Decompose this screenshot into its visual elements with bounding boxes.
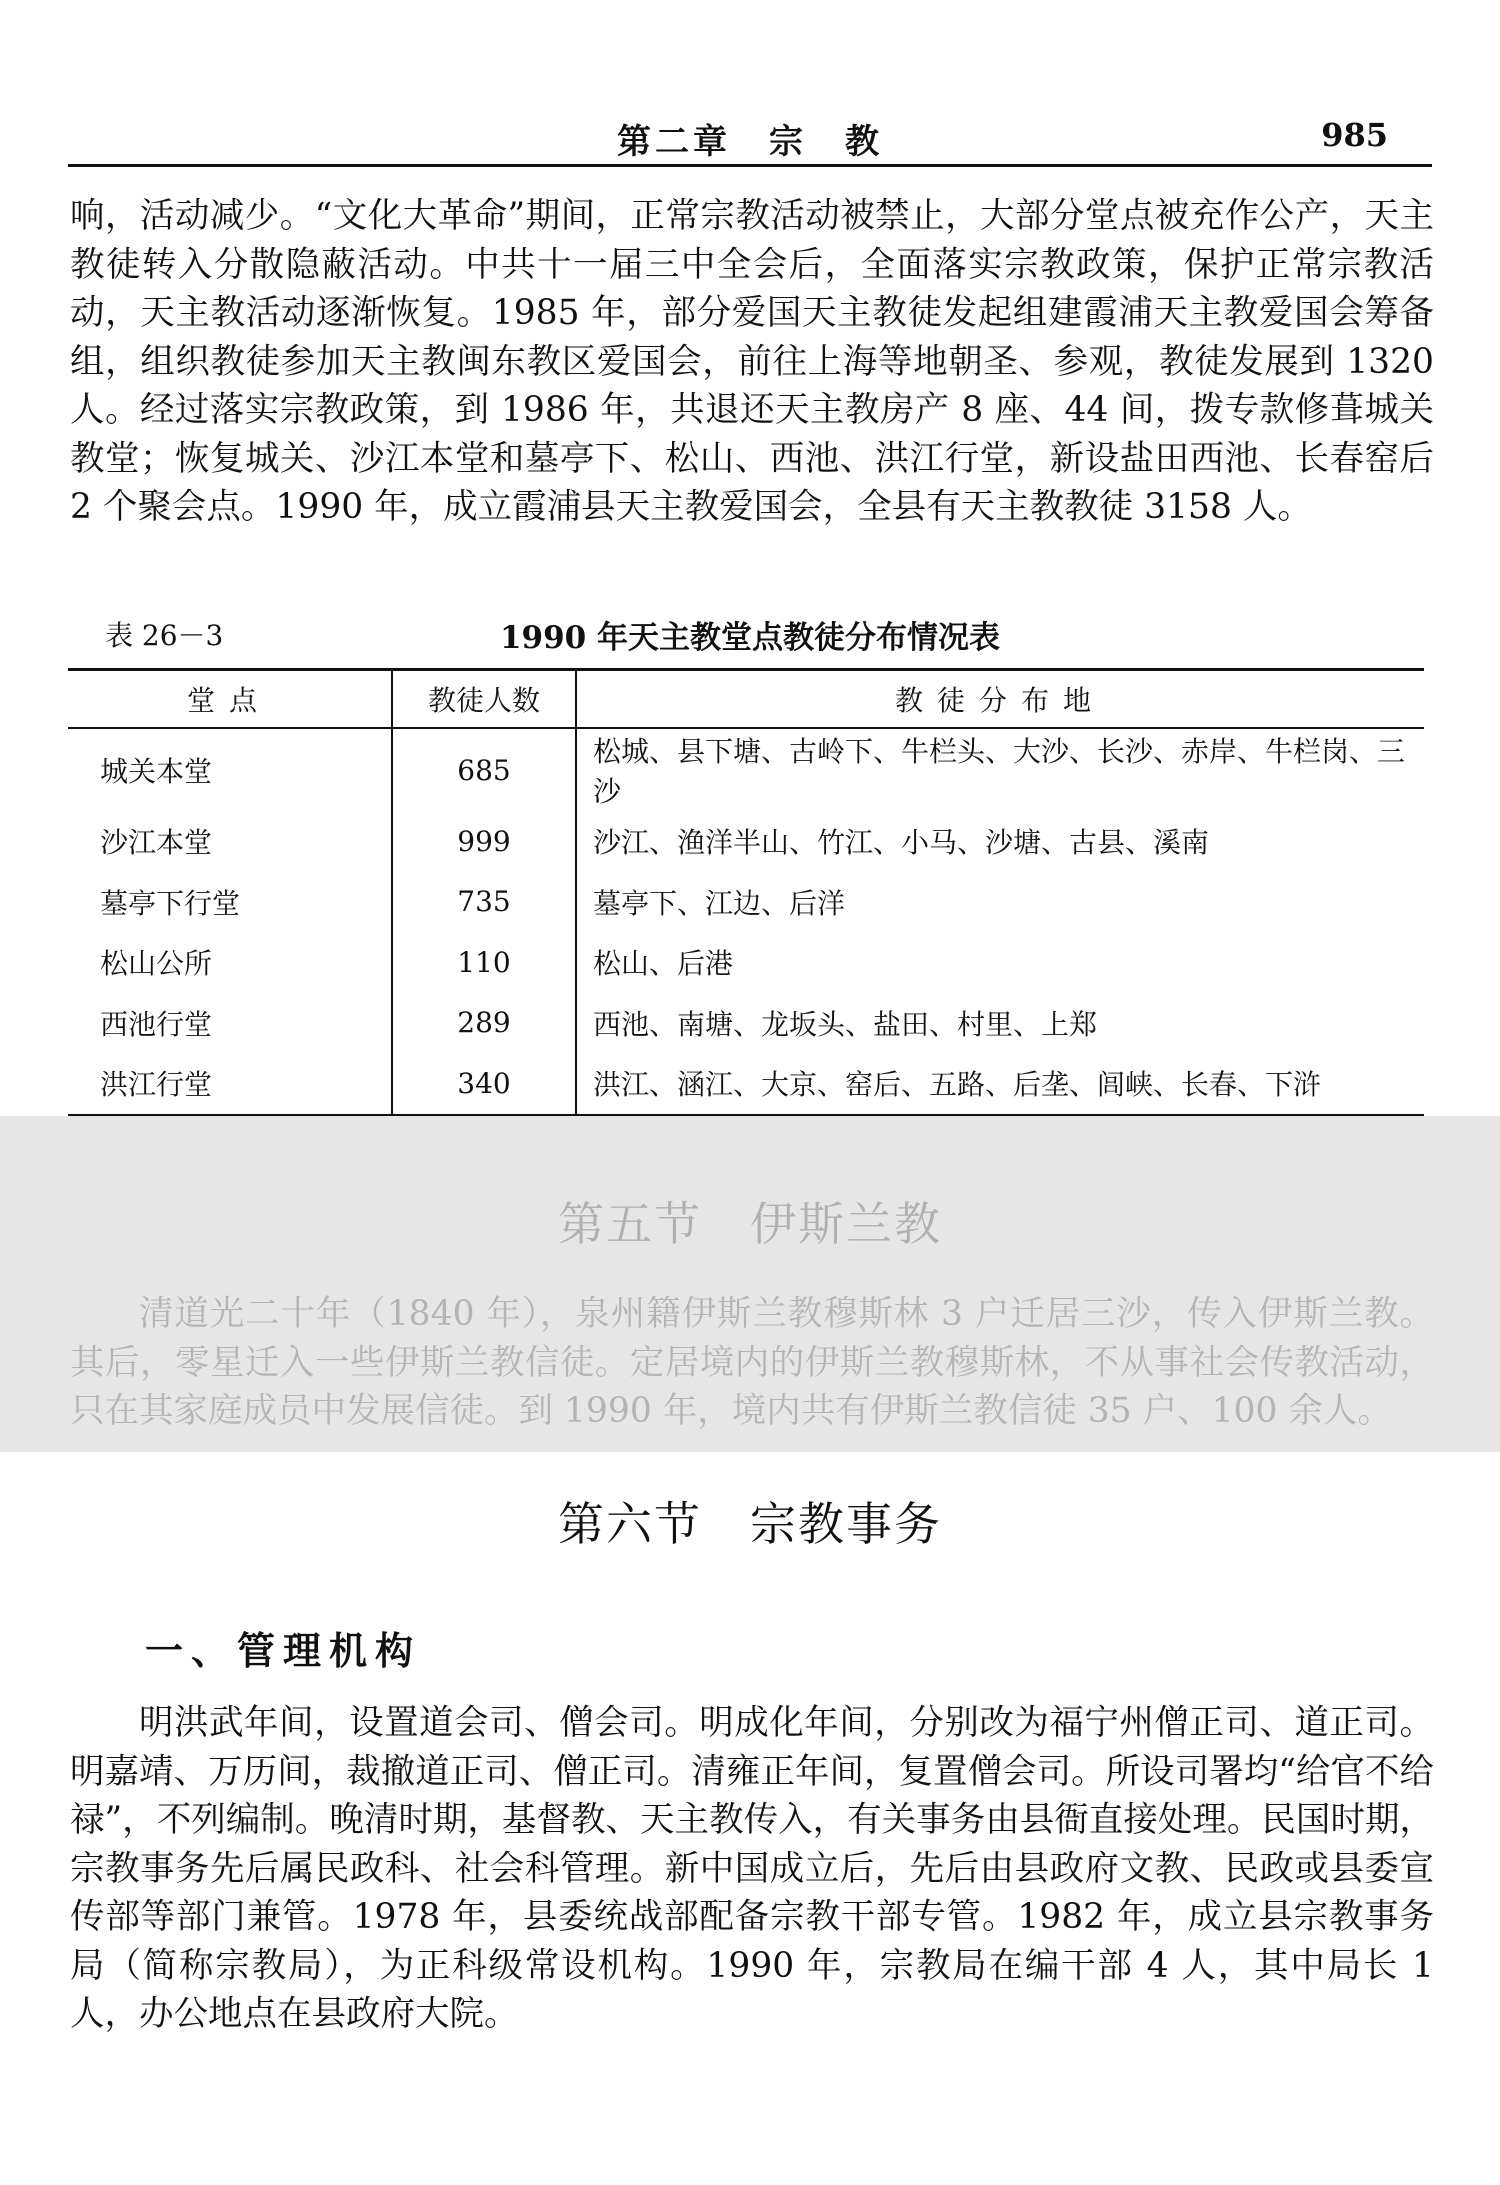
section-islam-faded-block bbox=[0, 1116, 1500, 1452]
cell-site: 西池行堂 bbox=[100, 1007, 213, 1041]
column-header-site: 堂点 bbox=[68, 670, 392, 729]
cell-count: 110 bbox=[392, 932, 576, 993]
page-number: 985 bbox=[1321, 116, 1388, 154]
cell-count: 289 bbox=[392, 993, 576, 1054]
cell-count: 685 bbox=[392, 728, 576, 811]
cell-area: 松山、后港 bbox=[593, 947, 734, 981]
table-number: 表 26－3 bbox=[105, 619, 224, 652]
chapter-title: 第二章 宗 教 bbox=[617, 122, 883, 162]
subsection-title: 一、管理机构 bbox=[145, 1628, 422, 1673]
section-5-title: 第五节 伊斯兰教 bbox=[558, 1197, 942, 1251]
cell-site: 松山公所 bbox=[100, 947, 213, 981]
table-header-row bbox=[68, 670, 1424, 729]
cell-count: 340 bbox=[392, 1053, 576, 1115]
cell-area: 松城、县下塘、古岭下、牛栏头、大沙、长沙、赤岸、牛栏岗、三沙 bbox=[593, 735, 1406, 808]
paragraph-administration: 明洪武年间，设置道会司、僧会司。明成化年间，分别改为福宁州僧正司、道正司。明嘉靖、万历间，裁撤道正司、僧正司。清雍正年间，复置僧会司。所设司署均“给官不给禄”，不列编制。晚清时期，基督教、天主教传入，有关事务由县衙直接处理。民国时期，宗教事务先后属民政科、社会科管理。新中国成立后，先后由县政府文教、民政或县委宣传部等部门兼管。1978 年，县委统战部配备宗教干部专管。1982 年，成立县宗教事务局（简称宗教局），为正科级常设机构。1990 年，宗教局在编干部 4 人，其中局长 1 人，办公地点在县政府大院。 bbox=[70, 1703, 1434, 2034]
table-row bbox=[68, 1053, 1424, 1115]
table-title: 1990 年天主教堂点教徒分布情况表 bbox=[499, 620, 1001, 656]
section-6-title: 第六节 宗教事务 bbox=[558, 1497, 942, 1551]
cell-area: 沙江、渔洋半山、竹江、小马、沙塘、古县、溪南 bbox=[593, 826, 1210, 860]
column-header-count: 教徒人数 bbox=[392, 670, 576, 729]
cell-area: 洪江、涵江、大京、窑后、五路、后垄、闾峡、长春、下浒 bbox=[576, 1053, 1424, 1115]
catholic-distribution-table bbox=[68, 668, 1424, 1117]
table-row bbox=[68, 993, 1424, 1054]
cell-site: 沙江本堂 bbox=[100, 826, 213, 860]
cell-area: 墓亭下、江边、后洋 bbox=[593, 886, 846, 920]
cell-count: 735 bbox=[392, 872, 576, 933]
cell-count: 999 bbox=[392, 811, 576, 872]
column-header-area: 教徒分布地 bbox=[576, 670, 1424, 729]
cell-site: 城关本堂 bbox=[100, 755, 213, 788]
paragraph-islam: 清道光二十年（1840 年），泉州籍伊斯兰教穆斯林 3 户迁居三沙，传入伊斯兰教。其后，零星迁入一些伊斯兰教信徒。定居境内的伊斯兰教穆斯林，不从事社会传教活动，只在其家庭成员中发展信徒。到 1990 年，境内共有伊斯兰教信徒 35 户、100 余人。 bbox=[70, 1294, 1434, 1431]
table-row bbox=[68, 728, 1424, 811]
table-row bbox=[68, 811, 1424, 872]
table-row bbox=[68, 932, 1424, 993]
cell-area: 西池、南塘、龙坂头、盐田、村里、上郑 bbox=[593, 1007, 1098, 1041]
table-row bbox=[68, 872, 1424, 933]
paragraph-catholic-history: 响，活动减少。“文化大革命”期间，正常宗教活动被禁止，大部分堂点被充作公产，天主教徒转入分散隐蔽活动。中共十一届三中全会后，全面落实宗教政策，保护正常宗教活动，天主教活动逐渐恢复。1985 年，部分爱国天主教徒发起组建霞浦天主教爱国会筹备组，组织教徒参加天主教闽东教区爱国会，前往上海等地朝圣、参观，教徒发展到 1320 人。经过落实宗教政策，到 1986 年，共退还天主教房产 8 座、44 间，拨专款修葺城关教堂；恢复城关、沙江本堂和墓亭下、松山、西池、洪江行堂，新设盐田西池、长春窑后 2 个聚会点。1990 年，成立霞浦县天主教爱国会，全县有天主教教徒 3158 人。 bbox=[70, 196, 1434, 527]
cell-site: 洪江行堂 bbox=[68, 1053, 392, 1115]
cell-site: 墓亭下行堂 bbox=[100, 886, 241, 920]
page-header bbox=[68, 108, 1432, 167]
